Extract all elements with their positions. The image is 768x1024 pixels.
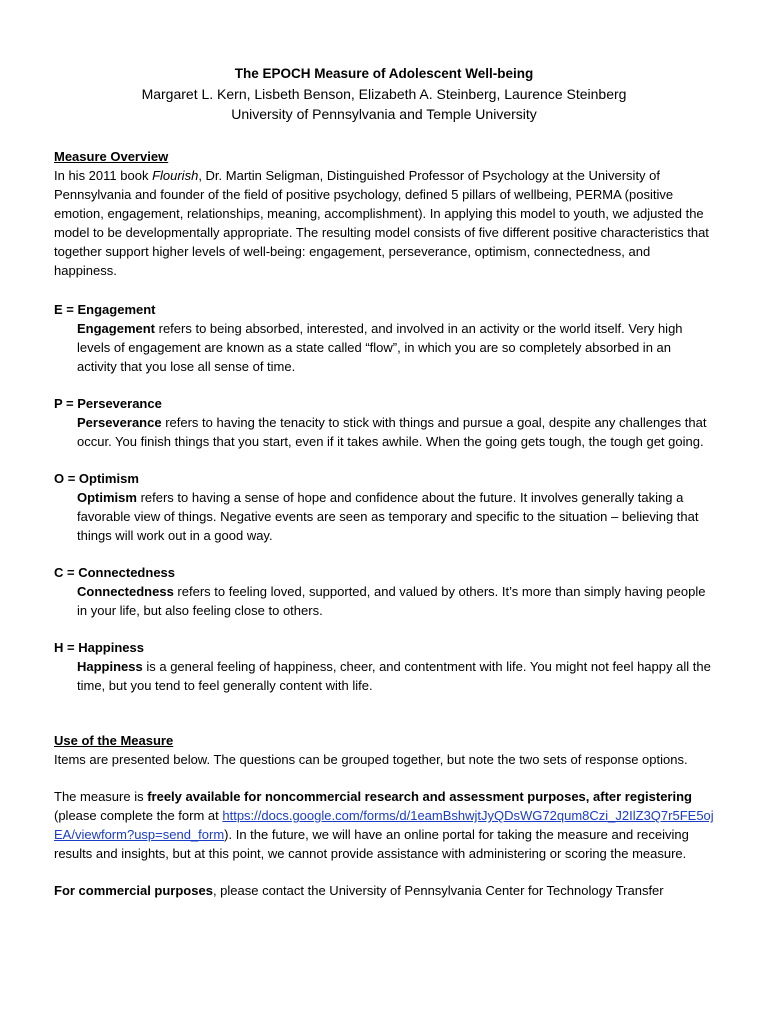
pillar-text: refers to being absorbed, interested, and involved in an activity or the world itself. Very high levels of engagement are known as a state called “flow”, in which you are so completely absorbed in an activity that you lose all sense of time.	[77, 321, 683, 374]
pillar-text: refers to feeling loved, supported, and valued by others. It’s more than simply having people in your life, but also feeling close to others.	[77, 584, 706, 618]
pillar-description	[54, 319, 714, 376]
availability-paragraph	[54, 787, 714, 863]
overview-heading: Measure Overview	[54, 149, 169, 164]
overview-text-2: , Dr. Martin Seligman, Distinguished Professor of Psychology at the University of Pennsylvania and founder of the field of positive psychology, defined 5 pillars of wellbeing, PERMA (positive emotion, engagement, relationships, meaning, accomplishment). In applying this model to youth, we adjusted the model to be developmentally appropriate. The resulting model consists of five different positive characteristics that together support higher levels of well-being: engagement, perseverance, optimism, connectedness, and happiness.	[54, 168, 709, 278]
pillar-engagement	[54, 300, 714, 376]
book-title: Flourish	[152, 168, 199, 183]
document-header	[54, 64, 714, 124]
availability-text-3: ). In the future, we will have an online portal for taking the measure and receiving results and insights, but at this point, we cannot provide assistance with administering or scoring the measure.	[54, 827, 689, 861]
pillar-term: Happiness	[77, 659, 143, 674]
availability-bold: freely available for noncommercial research and assessment purposes, after registering	[147, 789, 692, 804]
pillar-description	[54, 413, 714, 451]
overview-text-1: In his 2011 book	[54, 168, 153, 183]
use-intro: Items are presented below. The questions can be grouped together, but note the two sets of response options.	[54, 752, 688, 767]
affiliation: University of Pennsylvania and Temple University	[231, 106, 537, 122]
pillar-heading: P = Perseverance	[54, 396, 162, 411]
pillar-term: Connectedness	[77, 584, 174, 599]
pillar-heading: O = Optimism	[54, 471, 139, 486]
pillar-heading: E = Engagement	[54, 302, 156, 317]
pillar-text: refers to having the tenacity to stick with things and pursue a goal, despite any challenges that occur. You finish things that you start, even if it takes awhile. When the going gets tough, the tough get going.	[77, 415, 707, 449]
pillar-perseverance	[54, 394, 714, 451]
availability-text-1: The measure is	[54, 789, 148, 804]
pillar-term: Engagement	[77, 321, 156, 336]
pillar-description	[54, 582, 714, 620]
use-heading: Use of the Measure	[54, 733, 174, 748]
availability-text-2: (please complete the form at	[54, 808, 223, 823]
use-section	[54, 731, 714, 900]
pillar-term: Perseverance	[77, 415, 162, 430]
pillar-connectedness	[54, 563, 714, 620]
authors: Margaret L. Kern, Lisbeth Benson, Elizabeth A. Steinberg, Laurence Steinberg	[141, 86, 627, 102]
commercial-paragraph	[54, 881, 714, 900]
pillar-happiness	[54, 638, 714, 695]
pillar-text: is a general feeling of happiness, cheer, and contentment with life. You might not feel happy all the time, but you tend to feel generally content with life.	[77, 659, 711, 693]
commercial-text: , please contact the University of Pennsylvania Center for Technology Transfer	[212, 883, 664, 898]
pillar-heading: C = Connectedness	[54, 565, 176, 580]
pillar-description	[54, 657, 714, 695]
pillar-heading: H = Happiness	[54, 640, 144, 655]
registration-link[interactable]: https://docs.google.com/forms/d/1eamBshwjtJyQDsWG72qum8Czi_J2IlZ3Q7r5FE5ojEA/viewform?usp=send_form	[54, 808, 714, 842]
pillar-text: refers to having a sense of hope and confidence about the future. It involves generally taking a favorable view of things. Negative events are seen as temporary and specific to the situation – believing that things will work out in a good way.	[77, 490, 699, 543]
commercial-bold: For commercial purposes	[54, 883, 213, 898]
overview-section	[54, 147, 714, 280]
overview-paragraph	[54, 166, 714, 280]
pillar-description	[54, 488, 714, 545]
pillar-term: Optimism	[77, 490, 137, 505]
pillar-optimism	[54, 469, 714, 545]
document-title: The EPOCH Measure of Adolescent Well-being	[234, 66, 534, 81]
